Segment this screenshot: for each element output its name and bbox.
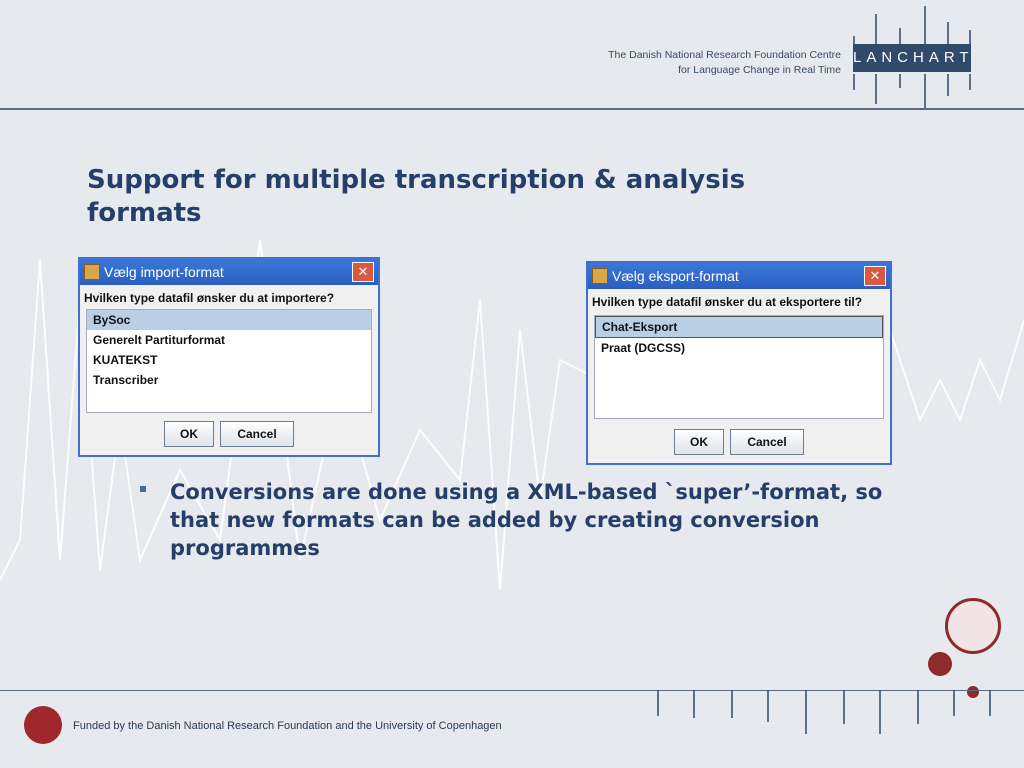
close-icon[interactable]: ✕ [864, 266, 886, 286]
organization-line-1: The Danish National Research Foundation Centre [608, 49, 841, 61]
import-dialog-titlebar[interactable] [80, 259, 378, 285]
list-item[interactable]: Chat-Eksport [595, 316, 883, 338]
export-format-list[interactable] [594, 315, 884, 419]
export-dialog-titlebar[interactable] [588, 263, 890, 289]
export-dialog-question: Hvilken type datafil ønsker du at eksportere til? [592, 295, 863, 309]
footer-tick-lines [650, 690, 1000, 738]
bullet-text: Conversions are done using a XML-based `super’-format, so that new formats can be added by creating conversion programmes [170, 480, 883, 560]
export-dialog-title: Vælg eksport-format [612, 268, 739, 284]
header-divider [0, 108, 1024, 110]
export-format-dialog [586, 261, 892, 465]
list-item[interactable]: Praat (DGCSS) [601, 341, 686, 355]
ok-button[interactable]: OK [164, 421, 214, 447]
organization-name [608, 48, 841, 78]
bullet-square-icon [140, 486, 146, 492]
list-item[interactable]: KUATEKST [93, 353, 158, 367]
decorative-dot-large [928, 652, 952, 676]
import-dialog-title: Vælg import-format [104, 264, 224, 280]
footer-funding-text: Funded by the Danish National Research Foundation and the University of Copenhagen [73, 720, 502, 732]
import-dialog-question: Hvilken type datafil ønsker du at importere? [84, 291, 335, 305]
lanchart-logo: LANCHART [853, 44, 971, 72]
close-icon[interactable]: ✕ [352, 262, 374, 282]
import-format-dialog [78, 257, 380, 457]
list-item[interactable]: BySoc [87, 310, 371, 330]
cancel-button[interactable]: Cancel [730, 429, 804, 455]
foundation-logo-icon [24, 706, 62, 744]
import-format-list[interactable] [86, 309, 372, 413]
list-item[interactable]: Transcriber [93, 373, 159, 387]
organization-line-2: for Language Change in Real Time [678, 64, 841, 76]
java-app-icon [592, 268, 608, 284]
list-item[interactable]: Generelt Partiturformat [93, 333, 226, 347]
slide-title: Support for multiple transcription & analysis formats [87, 165, 746, 228]
university-seal-icon [945, 598, 1001, 654]
java-app-icon [84, 264, 100, 280]
cancel-button[interactable]: Cancel [220, 421, 294, 447]
ok-button[interactable]: OK [674, 429, 724, 455]
